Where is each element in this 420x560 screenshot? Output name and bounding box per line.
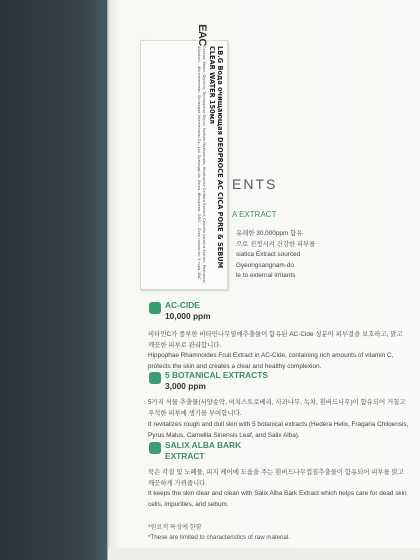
leaf-icon xyxy=(149,442,161,454)
leaf-icon xyxy=(149,372,161,384)
section-korean: 묵은 각질 및 노폐물, 피지 케어에 도움을 주는 흰버드나무껍질추출물이 함유되어 피부를 맑고 깨끗하게 가꿔줍니다. xyxy=(148,469,404,487)
eac-mark: EAC xyxy=(196,24,208,46)
sticker-body: Состав: Water, Glycerin, Dipropylene Glycol, Sodium Hyaluronate, Houttuynia Cordata Extract, Centella Asiatica Extract, Panthenol, Allantoin... Изготовитель: Shinsegae International Co., Ltd. Gyeonggi-do, Korea. Импортер: ООО ... Срок годности: 3 года. EAC xyxy=(196,46,206,284)
section-title: 5 BOTANICAL EXTRACTS xyxy=(165,370,268,380)
footnote-english: *These are limited to characteristics of raw material. xyxy=(148,534,291,541)
section-korean: 5가지 식물 추출물(서양송악, 비치스트로베리, 사과나무, 녹차, 흰버드나무)이 함유되어 거칠고 푸석한 피부에 생기를 부여합니다. xyxy=(148,399,406,417)
intro-line: Gyeongsangnam-do xyxy=(236,261,294,269)
ingredients-heading: ENTS xyxy=(232,176,278,192)
intro-line: siatica Extract sourced xyxy=(236,251,301,258)
box-side-dark xyxy=(0,0,108,560)
section-english: It revitalizes rough and dull skin with 5 botanical extracts (Hedera Helix, Fragaria Chiloensis, Pyrus Malus, Camellia Sinensis Leaf, and Salix Alba). xyxy=(148,421,409,439)
intro-line: le to external irritants xyxy=(236,272,296,279)
sticker-title-line2: CLEAR WATER 150мл xyxy=(207,46,216,124)
section-korean: 비타민C가 풍부한 비타민나무열매추출물이 함유된 AC-Cide 성분이 피부결을 보호하고, 맑고 깨끗한 피부로 관리합니다. xyxy=(148,331,403,349)
centella-heading: A EXTRACT xyxy=(232,210,277,219)
section-title: AC-CIDE xyxy=(165,300,200,310)
footnote-korean: *원료적 특성에 한함 xyxy=(148,524,202,531)
intro-line: 으로 진정시켜 건강한 피부를 xyxy=(236,240,316,248)
section-title-line2: EXTRACT xyxy=(165,451,205,461)
leaf-icon xyxy=(149,302,161,314)
sticker-title-line1: LB.G Вода очищающая DEOPROCE AC CICA PORE & SEBUM xyxy=(216,46,224,269)
section-subtitle: 10,000 ppm xyxy=(165,311,211,321)
intro-text xyxy=(236,229,406,282)
intro-line: 유래한 30,000ppm 함유 xyxy=(236,230,303,237)
section-english: It keeps the skin clear and clean with Salix Alba Bark Extract which helps care for dead skin cells, impurities, and sebum. xyxy=(148,490,407,508)
box-bottom-shadow xyxy=(108,548,420,560)
russian-import-sticker xyxy=(140,40,228,290)
section-english: Hippophae Rhamnoides Fruit Extract in AC-Cide, containing rich amounts of vitamin C, protects the skin and creates a clear and healthy complexion. xyxy=(148,352,394,370)
section-subtitle: 3,000 ppm xyxy=(165,381,206,391)
section-title: SALIX ALBA BARK xyxy=(165,440,242,450)
